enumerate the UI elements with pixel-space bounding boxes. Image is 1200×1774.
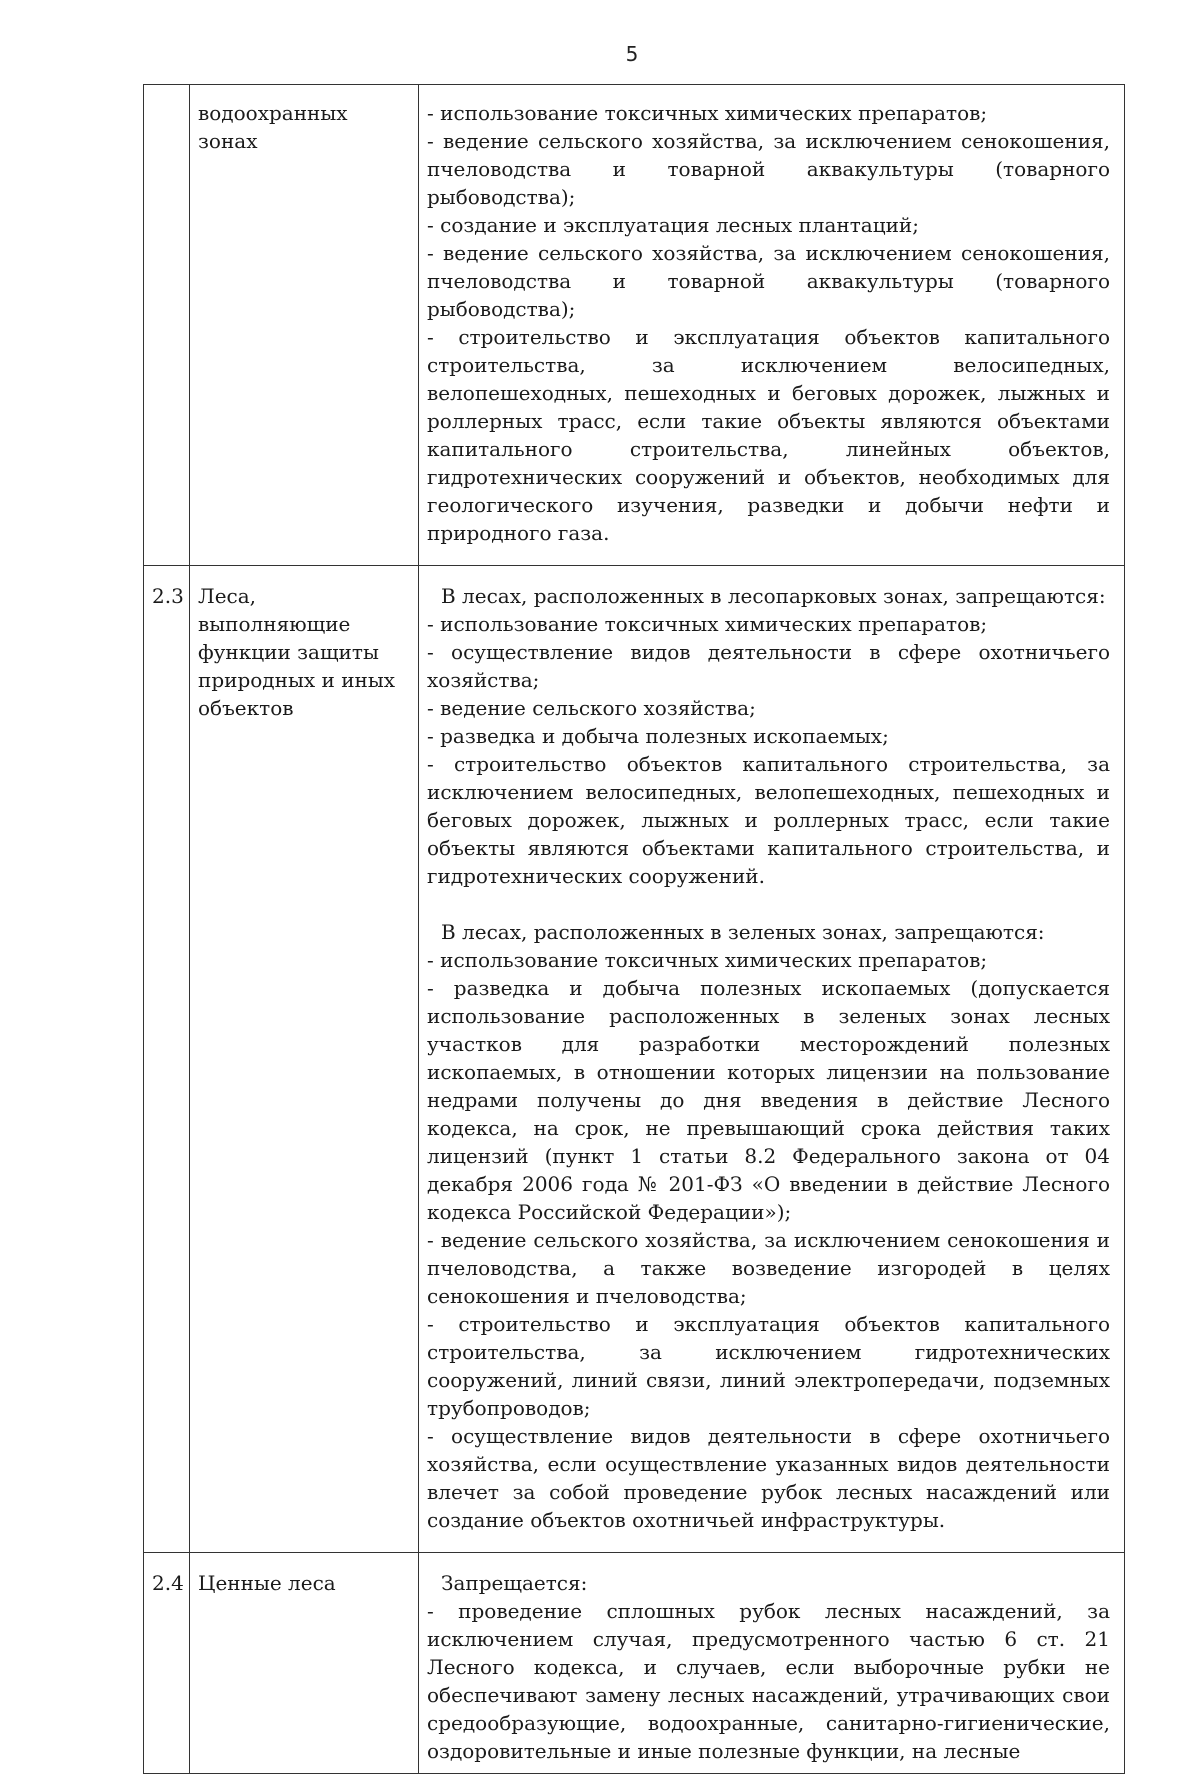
- restriction-item: - использование токсичных химических препаратов;: [427, 612, 988, 636]
- section-intro: В лесах, расположенных в лесопарковых зонах, запрещаются:: [441, 584, 1106, 608]
- paragraph-gap: [427, 890, 1110, 918]
- row-text-cell: [419, 85, 1125, 566]
- restriction-item: - создание и эксплуатация лесных плантаций;: [427, 213, 919, 237]
- restriction-item: - строительство и эксплуатация объектов капитального строительства, за исключением велосипедных, велопешеходных, пешеходных и беговых дорожек, лыжных и роллерных трасс, если такие объекты являются объектами капитального строительства, линейных объектов, гидротехнических сооружений и объектов, необходимых для геологического изучения, разведки и добычи нефти и природного газа.: [427, 325, 1110, 545]
- restriction-item: - разведка и добыча полезных ископаемых (допускается использование расположенных в зеленых зонах лесных участков для разработки месторождений полезных ископаемых, в отношении которых лицензии на пользование недрами получены до дня введения в действие Лесного кодекса, на срок, не превышающий срока действия таких лицензий (пункт 1 статьи 8.2 Федерального закона от 04 декабря 2006 года № 201-ФЗ «О введении в действие Лесного кодекса Российской Федерации»);: [427, 976, 1110, 1224]
- restriction-item: - ведение сельского хозяйства, за исключением сенокошения и пчеловодства, а также возведение изгородей в целях сенокошения и пчеловодства;: [427, 1228, 1110, 1308]
- table-row-2-3: [144, 566, 1125, 1553]
- row-name-cell: Ценные леса: [190, 1553, 419, 1774]
- section-intro: Запрещается:: [441, 1571, 588, 1595]
- table-row-2-4: [144, 1553, 1125, 1774]
- row-number-cell: [144, 85, 190, 566]
- row-text-cell: [419, 1553, 1125, 1774]
- restriction-item: - осуществление видов деятельности в сфере охотничьего хозяйства, если осуществление указанных видов деятельности влечет за собой проведение рубок лесных насаждений или создание объектов охотничьей инфраструктуры.: [427, 1424, 1110, 1532]
- page-number: 5: [625, 42, 639, 66]
- row-number-cell: 2.3: [144, 566, 190, 1553]
- restriction-item: - использование токсичных химических препаратов;: [427, 101, 988, 125]
- row-text-cell: [419, 566, 1125, 1553]
- restriction-item: - ведение сельского хозяйства, за исключением сенокошения, пчеловодства и товарной аквакультуры (товарного рыбоводства);: [427, 129, 1110, 209]
- restriction-item: - ведение сельского хозяйства, за исключением сенокошения, пчеловодства и товарной аквакультуры (товарного рыбоводства);: [427, 241, 1110, 321]
- restriction-item: - использование токсичных химических препаратов;: [427, 948, 988, 972]
- section-intro: В лесах, расположенных в зеленых зонах, запрещаются:: [441, 920, 1045, 944]
- restriction-item: - строительство и эксплуатация объектов капитального строительства, за исключением гидротехнических сооружений, линий связи, линий электропередачи, подземных трубопроводов;: [427, 1312, 1110, 1420]
- table-row-continuation: [144, 85, 1125, 566]
- restriction-item: - строительство объектов капитального строительства, за исключением велосипедных, велопешеходных, пешеходных и беговых дорожек, лыжных и роллерных трасс, если такие объекты являются объектами капитального строительства, и гидротехнических сооружений.: [427, 752, 1110, 888]
- restriction-item: - разведка и добыча полезных ископаемых;: [427, 724, 889, 748]
- row-name-cell: водоохранных зонах: [190, 85, 419, 566]
- restriction-item: - осуществление видов деятельности в сфере охотничьего хозяйства;: [427, 640, 1110, 692]
- regulations-table: [143, 84, 1125, 1774]
- row-name-cell: Леса, выполняющие функции защиты природных и иных объектов: [190, 566, 419, 1553]
- row-number-cell: 2.4: [144, 1553, 190, 1774]
- restriction-item: - проведение сплошных рубок лесных насаждений, за исключением случая, предусмотренного частью 6 ст. 21 Лесного кодекса, и случаев, если выборочные рубки не обеспечивают замену лесных насаждений, утрачивающих свои средообразующие, водоохранные, санитарно-гигиенические, оздоровительные и иные полезные функции, на лесные: [427, 1599, 1110, 1763]
- restriction-item: - ведение сельского хозяйства;: [427, 696, 756, 720]
